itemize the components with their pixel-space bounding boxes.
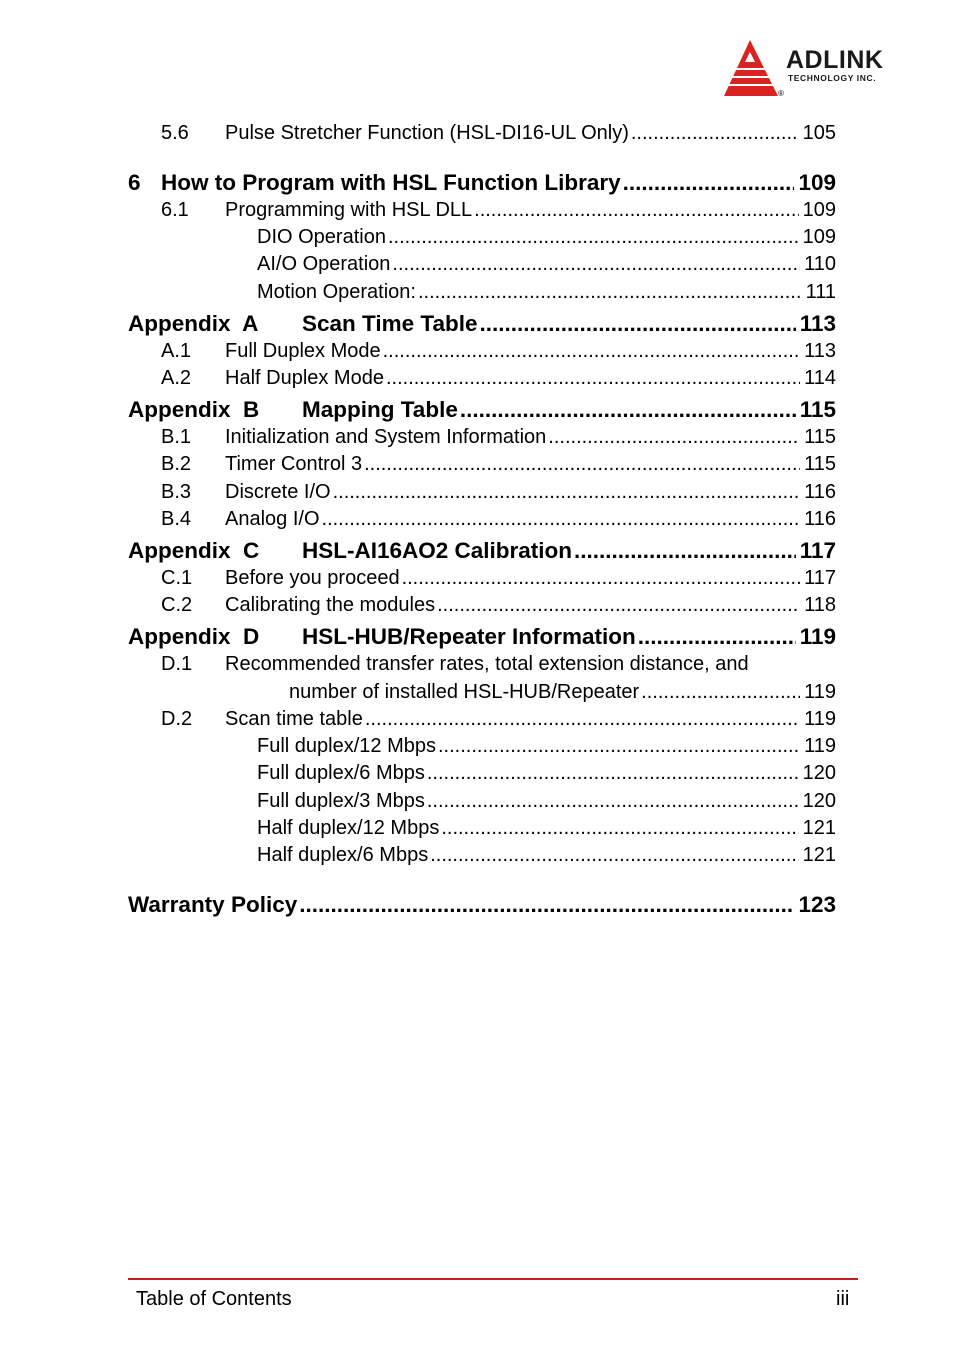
toc-dot-leader (383, 340, 800, 363)
toc-entry[interactable] (128, 762, 836, 790)
footer-rule (128, 1278, 858, 1280)
toc-entry[interactable] (128, 367, 836, 395)
toc-dot-leader (364, 453, 800, 476)
toc-entry-page: 105 (802, 122, 836, 144)
toc-entry-title: Half duplex/6 Mbps (257, 844, 429, 866)
toc-dot-leader (299, 892, 794, 918)
toc-entry[interactable] (128, 426, 836, 454)
toc-entry[interactable] (128, 538, 836, 568)
toc-entry[interactable] (128, 892, 836, 922)
toc-entry-page: 110 (804, 253, 836, 275)
toc-dot-leader (418, 281, 802, 304)
toc-entry-page: 119 (804, 735, 836, 757)
toc-entry-title: Initialization and System Information (225, 426, 547, 448)
toc-entry-title: Scan time table (225, 708, 363, 730)
toc-entry[interactable] (128, 481, 836, 509)
toc-dot-leader (427, 762, 799, 785)
toc-entry-title: Calibrating the modules (225, 594, 436, 616)
toc-dot-leader (548, 426, 800, 449)
toc-entry[interactable] (128, 253, 836, 281)
toc-entry-page: 116 (804, 481, 836, 503)
toc-entry-title: Warranty Policy (128, 892, 298, 917)
toc-entry-title: Recommended transfer rates, total extension distance, and (225, 653, 749, 675)
toc-dot-leader (641, 681, 800, 704)
toc-dot-leader (441, 817, 798, 840)
toc-entry-number: B.3 (161, 481, 192, 503)
toc-entry-page: 119 (804, 708, 836, 730)
toc-entry-title: Before you proceed (225, 567, 400, 589)
toc-entry[interactable] (128, 199, 836, 227)
toc-entry-title: AI/O Operation (257, 253, 391, 275)
toc-entry-number: D.2 (161, 708, 193, 730)
toc-dot-leader (430, 844, 798, 867)
footer-page-number: iii (836, 1288, 850, 1310)
toc-dot-leader (574, 538, 796, 564)
toc-entry[interactable] (128, 453, 836, 481)
footer-title: Table of Contents (136, 1288, 292, 1310)
toc-entry-page: 109 (802, 199, 836, 221)
toc-entry[interactable] (128, 567, 836, 595)
toc-entry-title: How to Program with HSL Function Library (161, 170, 621, 195)
toc-dot-leader (438, 735, 800, 758)
toc-dot-leader (392, 253, 800, 276)
toc-entry-page: 121 (802, 844, 836, 866)
toc-dot-leader (388, 226, 799, 249)
toc-dot-leader (386, 367, 800, 390)
brand-name: ADLINK (786, 46, 884, 74)
toc-entry[interactable] (128, 122, 836, 150)
toc-entry-title: Timer Control 3 (225, 453, 363, 475)
toc-dot-leader (365, 708, 800, 731)
registered-mark: ® (778, 89, 784, 98)
toc-dot-leader (480, 311, 796, 337)
toc-dot-leader (437, 594, 800, 617)
toc-entry[interactable] (128, 311, 836, 341)
toc-entry-title: Scan Time Table (302, 311, 478, 336)
toc-entry-number: D.1 (161, 653, 193, 675)
toc-entry-page: 117 (799, 538, 836, 563)
adlink-logo (722, 38, 912, 100)
toc-dot-leader (427, 790, 799, 813)
toc-entry-number: Appendix D (128, 624, 260, 649)
toc-entry-page: 115 (799, 397, 836, 422)
toc-entry-page: 118 (804, 594, 836, 616)
toc-entry[interactable] (128, 170, 836, 200)
toc-entry-page: 113 (804, 340, 836, 362)
toc-entry-number: A.1 (161, 340, 192, 362)
toc-entry[interactable] (128, 624, 836, 654)
toc-dot-leader (638, 624, 796, 650)
toc-entry-title: Pulse Stretcher Function (HSL-DI16-UL Only) (225, 122, 629, 144)
toc-entry-page: 114 (804, 367, 836, 389)
toc-dot-leader (322, 508, 801, 531)
toc-entry-title: Full Duplex Mode (225, 340, 381, 362)
toc-entry[interactable] (128, 340, 836, 368)
toc-entry-number: Appendix C (128, 538, 260, 563)
toc-entry-number: Appendix B (128, 397, 260, 422)
toc-entry-page: 121 (802, 817, 836, 839)
toc-entry-number: Appendix A (128, 311, 259, 336)
toc-entry-page: 111 (805, 281, 836, 303)
toc-entry-title: number of installed HSL-HUB/Repeater (289, 681, 640, 703)
toc-entry-title: Analog I/O (225, 508, 320, 530)
toc-entry-page: 116 (804, 508, 836, 530)
toc-entry-title: Motion Operation: (257, 281, 416, 303)
toc-entry-number: A.2 (161, 367, 192, 389)
toc-entry[interactable] (128, 735, 836, 763)
toc-entry-number: 6.1 (161, 199, 189, 221)
toc-entry[interactable] (128, 817, 836, 845)
toc-entry-page: 119 (804, 681, 836, 703)
toc-dot-leader (631, 122, 799, 145)
toc-entry[interactable] (128, 226, 836, 254)
toc-entry-title: Mapping Table (302, 397, 458, 422)
toc-entry[interactable] (128, 397, 836, 427)
toc-entry-number: 6 (128, 170, 141, 195)
toc-entry-page: 115 (804, 453, 836, 475)
toc-entry-page: 120 (802, 762, 836, 784)
toc-entry[interactable] (128, 844, 836, 872)
toc-entry-number: B.1 (161, 426, 192, 448)
toc-entry[interactable] (128, 653, 836, 681)
toc-entry-title: Full duplex/12 Mbps (257, 735, 436, 757)
toc-entry-page: 117 (804, 567, 836, 589)
toc-entry-number: B.2 (161, 453, 192, 475)
toc-entry-title: Full duplex/3 Mbps (257, 790, 425, 812)
toc-entry-number: B.4 (161, 508, 192, 530)
toc-entry-number: C.2 (161, 594, 193, 616)
toc-entry-title: Programming with HSL DLL (225, 199, 473, 221)
toc-entry-title: Full duplex/6 Mbps (257, 762, 425, 784)
toc-entry-page: 109 (798, 170, 836, 195)
toc-dot-leader (402, 567, 801, 590)
toc-entry-title: Half Duplex Mode (225, 367, 384, 389)
toc-entry-title: Discrete I/O (225, 481, 331, 503)
toc-dot-leader (623, 170, 795, 196)
toc-entry[interactable] (128, 681, 836, 709)
toc-entry[interactable] (128, 508, 836, 536)
toc-entry[interactable] (128, 790, 836, 818)
adlink-triangle-icon (722, 38, 784, 100)
toc-entry[interactable] (128, 594, 836, 622)
toc-entry[interactable] (128, 708, 836, 736)
toc-entry-page: 113 (799, 311, 836, 336)
toc-entry-page: 119 (799, 624, 836, 649)
toc-entry-page: 123 (798, 892, 836, 917)
toc-entry-title: HSL-AI16AO2 Calibration (302, 538, 573, 563)
toc-dot-leader (460, 397, 796, 423)
toc-entry-page: 109 (802, 226, 836, 248)
toc-entry-title: HSL-HUB/Repeater Information (302, 624, 636, 649)
toc-entry[interactable] (128, 281, 836, 309)
toc-entry-page: 115 (804, 426, 836, 448)
brand-tagline: TECHNOLOGY INC. (788, 73, 877, 83)
toc-dot-leader (333, 481, 801, 504)
toc-entry-page: 120 (802, 790, 836, 812)
toc-entry-number: 5.6 (161, 122, 189, 144)
toc-entry-number: C.1 (161, 567, 193, 589)
toc-dot-leader (474, 199, 798, 222)
toc-entry-title: Half duplex/12 Mbps (257, 817, 440, 839)
toc-entry-title: DIO Operation (257, 226, 386, 248)
